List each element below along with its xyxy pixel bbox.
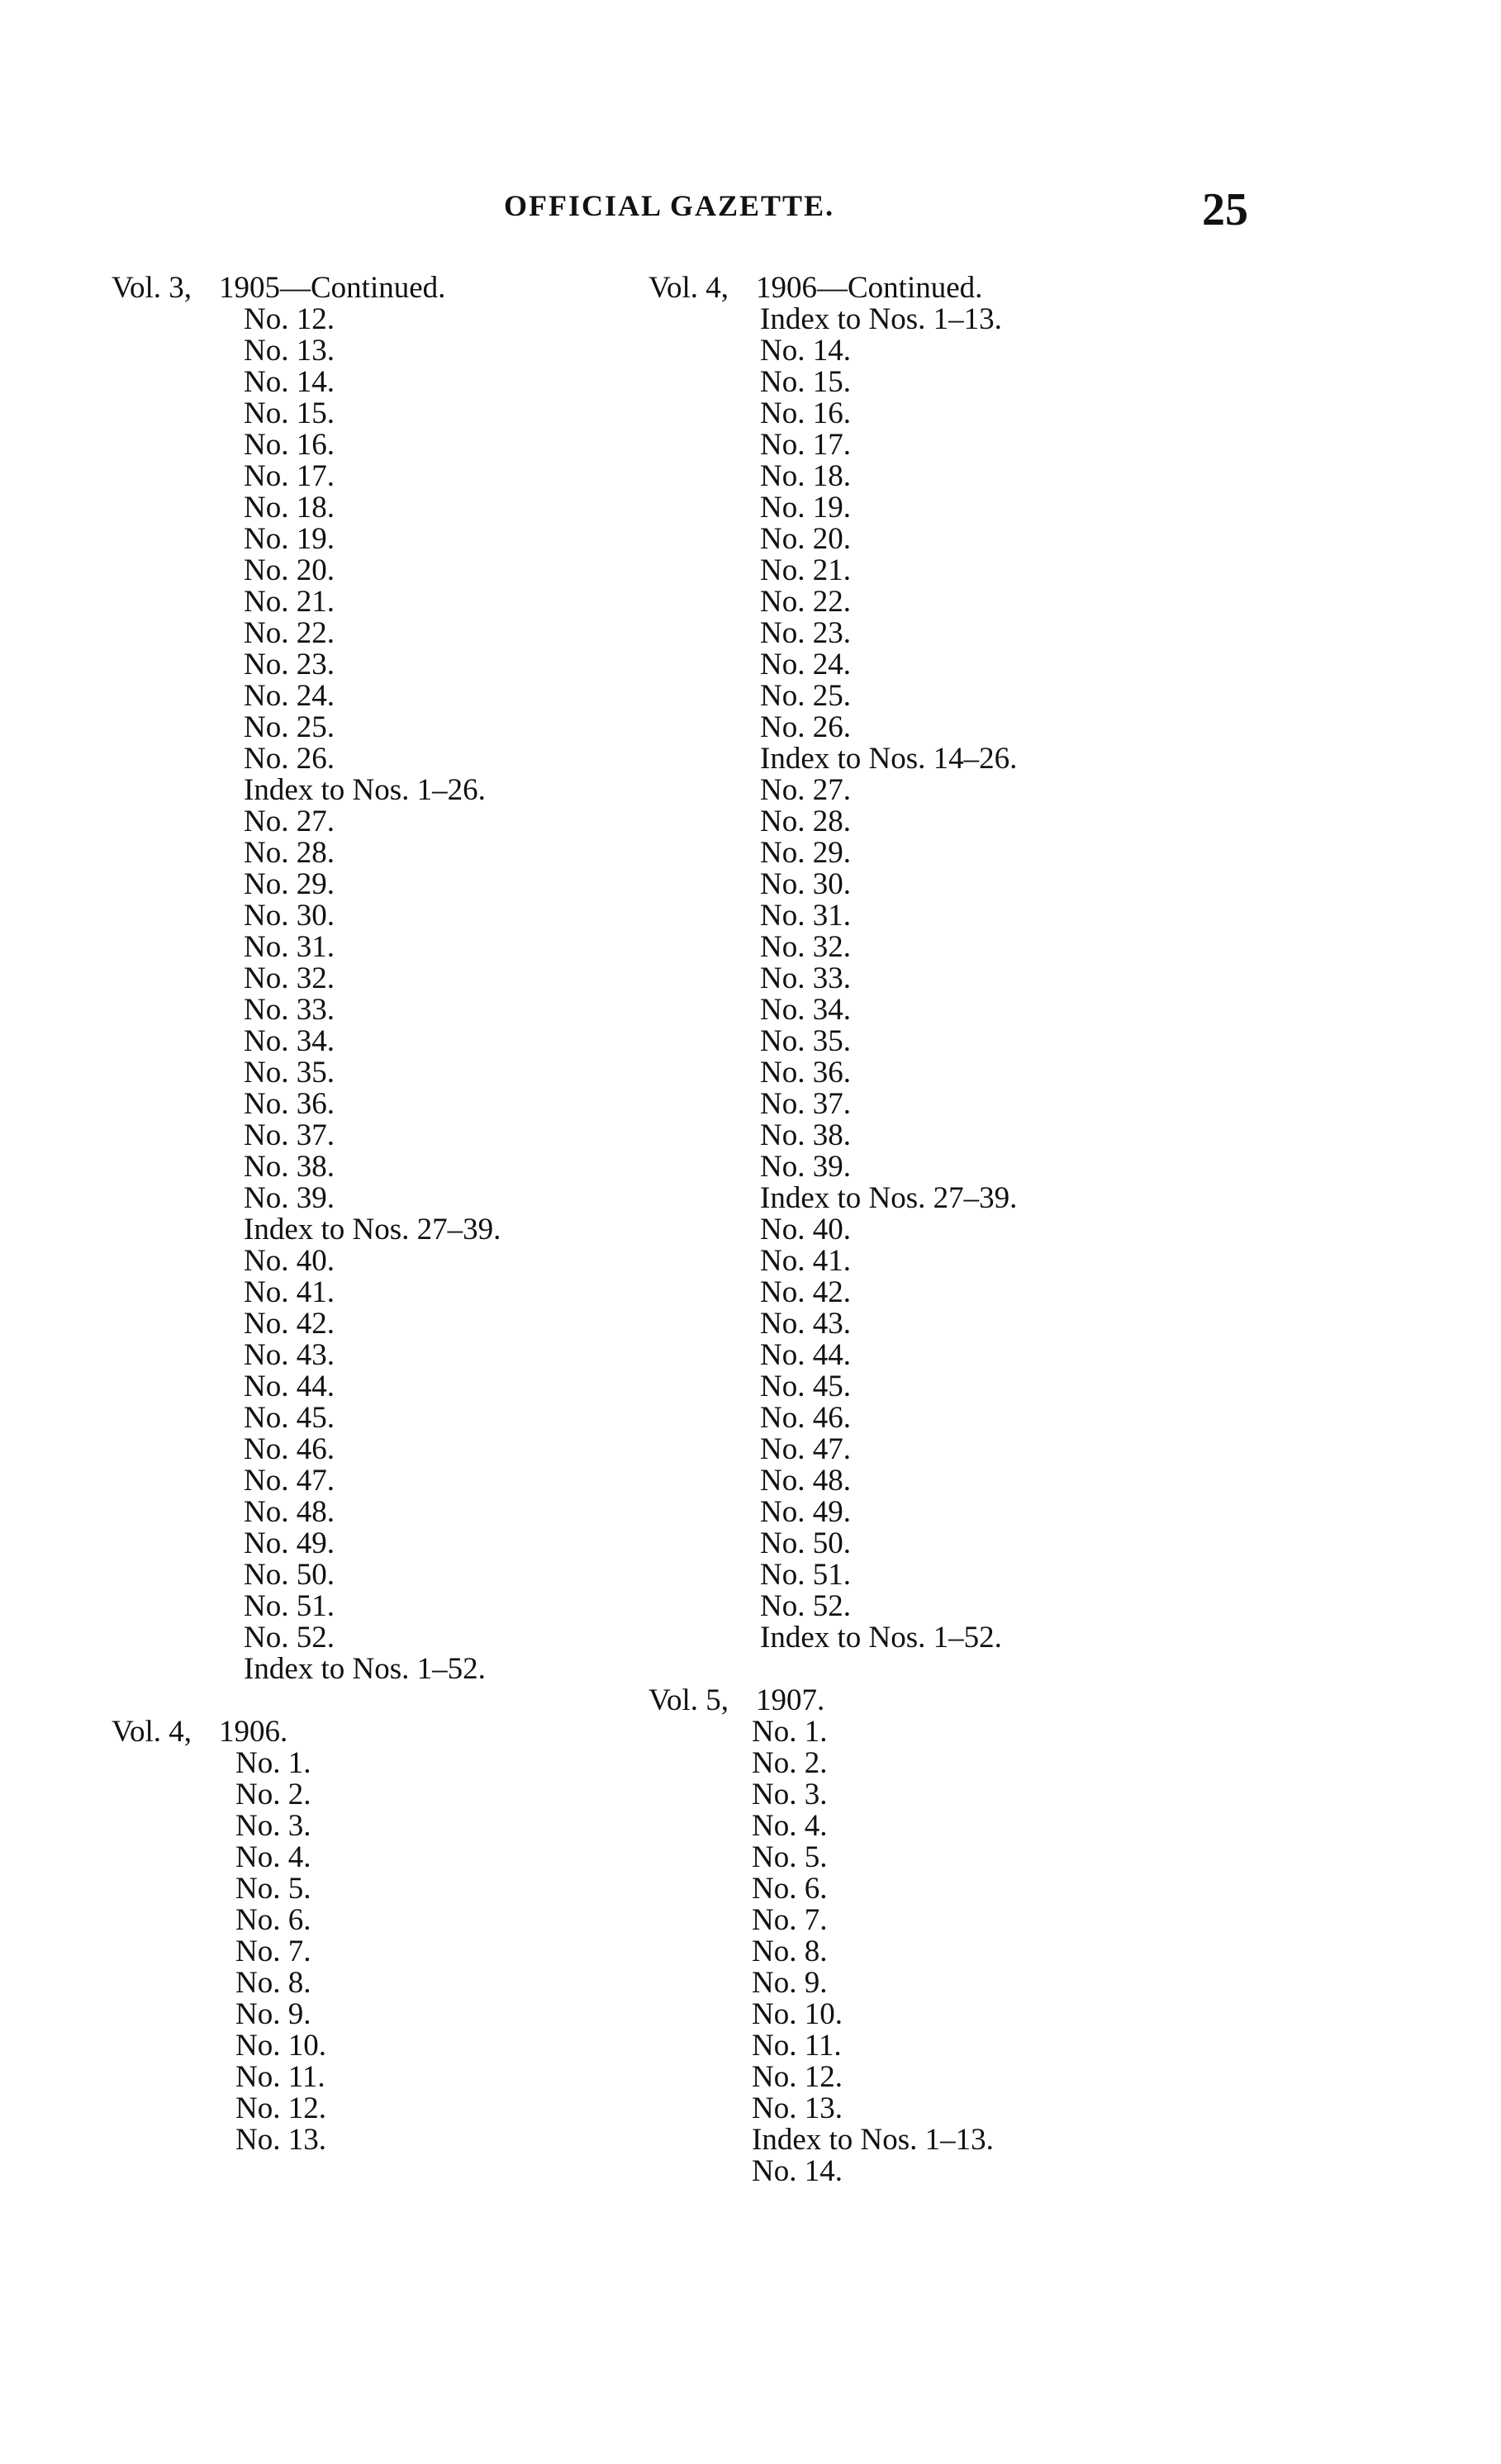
issue-entry: No. 38. (244, 1150, 335, 1184)
issue-entry: No. 48. (760, 1464, 851, 1498)
issue-entry: No. 50. (244, 1558, 335, 1592)
issue-entry: No. 11. (752, 2029, 842, 2063)
issue-entry: No. 28. (760, 805, 851, 838)
issue-entry: No. 49. (244, 1526, 335, 1560)
issue-entry: No. 7. (752, 1903, 828, 1937)
issue-entry: No. 26. (244, 742, 335, 776)
issue-entry: No. 2. (235, 1778, 311, 1811)
issue-list (648, 304, 1276, 1654)
issue-entry: No. 49. (760, 1495, 851, 1529)
issue-entry: No. 10. (235, 2029, 326, 2063)
issue-entry: No. 24. (244, 679, 335, 713)
issue-entry: No. 16. (760, 396, 851, 430)
issue-entry: No. 31. (760, 899, 851, 933)
issue-entry: No. 25. (244, 710, 335, 744)
issue-entry: No. 40. (244, 1244, 335, 1278)
volume-year: 1906—Continued. (756, 271, 983, 305)
issue-entry: No. 2. (752, 1746, 828, 1780)
volume-block (648, 1685, 1276, 2187)
issue-entry: No. 4. (235, 1840, 311, 1874)
volume-block (648, 273, 1276, 1654)
issue-entry: No. 5. (235, 1872, 311, 1906)
issue-entry: No. 7. (235, 1935, 311, 1968)
issue-entry: No. 21. (244, 585, 335, 619)
issue-entry: No. 13. (235, 2123, 326, 2157)
issue-entry: No. 13. (244, 334, 335, 368)
page-header (0, 183, 1501, 241)
issue-entry: No. 50. (760, 1526, 851, 1560)
volume-heading (112, 1716, 640, 1748)
issue-entry: No. 12. (752, 2060, 843, 2094)
issue-entry: No. 37. (244, 1118, 335, 1152)
issue-entry: No. 20. (244, 553, 335, 587)
issue-entry: No. 18. (760, 459, 851, 493)
issue-entry: No. 17. (244, 459, 335, 493)
issue-entry: No. 12. (244, 302, 335, 336)
issue-entry: No. 23. (244, 648, 335, 681)
issue-entry: No. 21. (760, 553, 851, 587)
issue-entry: No. 24. (760, 648, 851, 681)
issue-entry: No. 47. (760, 1432, 851, 1466)
issue-entry: No. 29. (244, 867, 335, 901)
issue-entry: No. 42. (760, 1275, 851, 1309)
issue-entry: No. 27. (760, 773, 851, 807)
index-entry: Index to Nos. 27–39. (760, 1181, 1018, 1215)
index-entry: Index to Nos. 1–13. (752, 2123, 994, 2157)
issue-entry: No. 36. (760, 1056, 851, 1090)
issue-entry: No. 10. (752, 1997, 843, 2031)
issue-entry: No. 15. (760, 365, 851, 399)
issue-entry: No. 32. (244, 961, 335, 995)
issue-entry: No. 14. (244, 365, 335, 399)
issue-entry: No. 44. (244, 1370, 335, 1403)
issue-entry: No. 43. (244, 1338, 335, 1372)
issue-entry: No. 26. (760, 710, 851, 744)
volume-year: 1907. (756, 1683, 825, 1717)
issue-entry: No. 34. (760, 993, 851, 1027)
issue-entry: No. 30. (244, 899, 335, 933)
issue-entry: No. 43. (760, 1307, 851, 1341)
issue-entry: No. 6. (235, 1903, 311, 1937)
issue-entry: No. 34. (244, 1024, 335, 1058)
issue-entry: No. 14. (760, 334, 851, 368)
issue-entry: No. 33. (244, 993, 335, 1027)
issue-entry: No. 16. (244, 428, 335, 462)
volume-year: 1905—Continued. (219, 271, 446, 305)
issue-entry: No. 13. (752, 2091, 843, 2125)
issue-entry: No. 29. (760, 836, 851, 870)
issue-entry: No. 40. (760, 1213, 851, 1246)
issue-entry: No. 30. (760, 867, 851, 901)
issue-entry: No. 11. (235, 2060, 325, 2094)
issue-entry: No. 1. (235, 1746, 311, 1780)
issue-entry: No. 39. (244, 1181, 335, 1215)
running-title: OFFICIAL GAZETTE. (504, 189, 835, 222)
issue-entry: No. 19. (760, 491, 851, 525)
issue-entry: No. 22. (244, 616, 335, 650)
issue-entry: No. 52. (244, 1621, 335, 1655)
volume-block (112, 273, 640, 1685)
issue-entry: No. 18. (244, 491, 335, 525)
issue-entry: No. 8. (752, 1935, 828, 1968)
issue-entry: No. 9. (235, 1997, 311, 2031)
issue-entry: No. 48. (244, 1495, 335, 1529)
issue-entry: No. 41. (244, 1275, 335, 1309)
index-entry: Index to Nos. 1–26. (244, 773, 486, 807)
issue-entry: No. 20. (760, 522, 851, 556)
issue-entry: No. 17. (760, 428, 851, 462)
issue-entry: No. 42. (244, 1307, 335, 1341)
issue-entry: No. 3. (235, 1809, 311, 1843)
issue-entry: No. 46. (244, 1432, 335, 1466)
issue-entry: No. 37. (760, 1087, 851, 1121)
index-entry: Index to Nos. 1–52. (244, 1652, 486, 1686)
volume-label: Vol. 4, (648, 271, 729, 305)
issue-entry: No. 46. (760, 1401, 851, 1435)
index-entry: Index to Nos. 1–13. (760, 302, 1002, 336)
issue-entry: No. 28. (244, 836, 335, 870)
issue-entry: No. 35. (760, 1024, 851, 1058)
issue-entry: No. 5. (752, 1840, 828, 1874)
issue-entry: No. 3. (752, 1778, 828, 1811)
issue-entry: No. 22. (760, 585, 851, 619)
volume-year: 1906. (219, 1715, 288, 1749)
issue-entry: No. 32. (760, 930, 851, 964)
issue-entry: No. 51. (244, 1589, 335, 1623)
volume-spacer (112, 1685, 640, 1716)
index-entry: Index to Nos. 1–52. (760, 1621, 1002, 1655)
issue-entry: No. 47. (244, 1464, 335, 1498)
issue-list (112, 304, 640, 1685)
issue-list (112, 1748, 640, 2156)
issue-entry: No. 25. (760, 679, 851, 713)
issue-entry: No. 9. (752, 1966, 828, 2000)
issue-entry: No. 27. (244, 805, 335, 838)
index-entry: Index to Nos. 14–26. (760, 742, 1018, 776)
left-column (112, 273, 640, 2156)
volume-spacer (648, 1654, 1276, 1685)
issue-entry: No. 39. (760, 1150, 851, 1184)
page-number: 25 (1202, 184, 1248, 235)
issue-entry: No. 33. (760, 961, 851, 995)
volume-label: Vol. 3, (112, 271, 192, 305)
volume-heading (648, 273, 1276, 304)
issue-entry: No. 4. (752, 1809, 828, 1843)
volume-label: Vol. 4, (112, 1715, 192, 1749)
issue-entry: No. 15. (244, 396, 335, 430)
issue-entry: No. 14. (752, 2154, 843, 2188)
issue-entry: No. 6. (752, 1872, 828, 1906)
issue-list (648, 1716, 1276, 2187)
issue-entry: No. 35. (244, 1056, 335, 1090)
volume-block (112, 1716, 640, 2156)
issue-entry: No. 19. (244, 522, 335, 556)
issue-entry: No. 12. (235, 2091, 326, 2125)
issue-entry: No. 36. (244, 1087, 335, 1121)
issue-entry: No. 51. (760, 1558, 851, 1592)
volume-heading (648, 1685, 1276, 1716)
volume-label: Vol. 5, (648, 1683, 729, 1717)
issue-entry: No. 1. (752, 1715, 828, 1749)
issue-entry: No. 23. (760, 616, 851, 650)
issue-entry: No. 52. (760, 1589, 851, 1623)
index-entry: Index to Nos. 27–39. (244, 1213, 501, 1246)
issue-entry: No. 45. (760, 1370, 851, 1403)
issue-entry: No. 41. (760, 1244, 851, 1278)
right-column (648, 273, 1276, 2187)
issue-entry: No. 31. (244, 930, 335, 964)
issue-entry: No. 38. (760, 1118, 851, 1152)
issue-entry: No. 45. (244, 1401, 335, 1435)
volume-heading (112, 273, 640, 304)
issue-entry: No. 8. (235, 1966, 311, 2000)
issue-entry: No. 44. (760, 1338, 851, 1372)
